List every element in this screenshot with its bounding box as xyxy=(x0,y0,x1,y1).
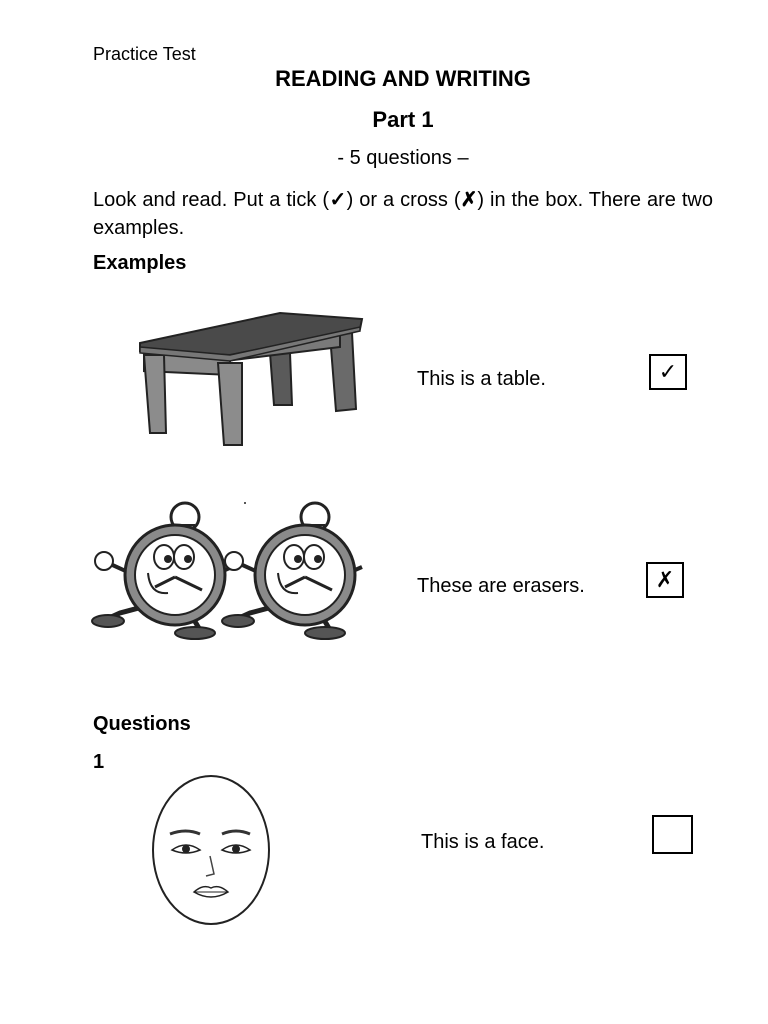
table-illustration xyxy=(130,305,370,450)
cross-symbol: ✗ xyxy=(460,189,478,211)
example-1-tick: ✓ xyxy=(658,359,678,384)
clocks-illustration xyxy=(90,495,380,645)
instructions-text-1: Look and read. Put a tick ( xyxy=(93,189,330,211)
questions-heading: Questions xyxy=(93,713,191,735)
instructions-text-2: ) or a cross ( xyxy=(346,189,461,211)
question-1-sentence: This is a face. xyxy=(421,831,545,853)
question-1-number: 1 xyxy=(93,751,105,773)
question-count: - 5 questions – xyxy=(337,147,469,169)
part-heading: Part 1 xyxy=(372,107,434,132)
examples-heading: Examples xyxy=(93,252,187,274)
example-2-cross: ✗ xyxy=(655,567,675,592)
instructions-text-3: ) in the box. There are two examples. xyxy=(93,189,713,239)
example-1-answer-box xyxy=(649,354,687,390)
practice-test-label: Practice Test xyxy=(93,44,196,64)
tick-symbol: ✓ xyxy=(329,189,347,211)
example-2-sentence: These are erasers. xyxy=(417,575,585,597)
question-1-answer-box[interactable] xyxy=(652,815,693,854)
example-2-answer-box xyxy=(646,562,684,598)
page-title: READING AND WRITING xyxy=(275,66,531,91)
example-1-sentence: This is a table. xyxy=(417,368,546,390)
instructions xyxy=(93,186,713,242)
face-illustration xyxy=(148,772,274,932)
